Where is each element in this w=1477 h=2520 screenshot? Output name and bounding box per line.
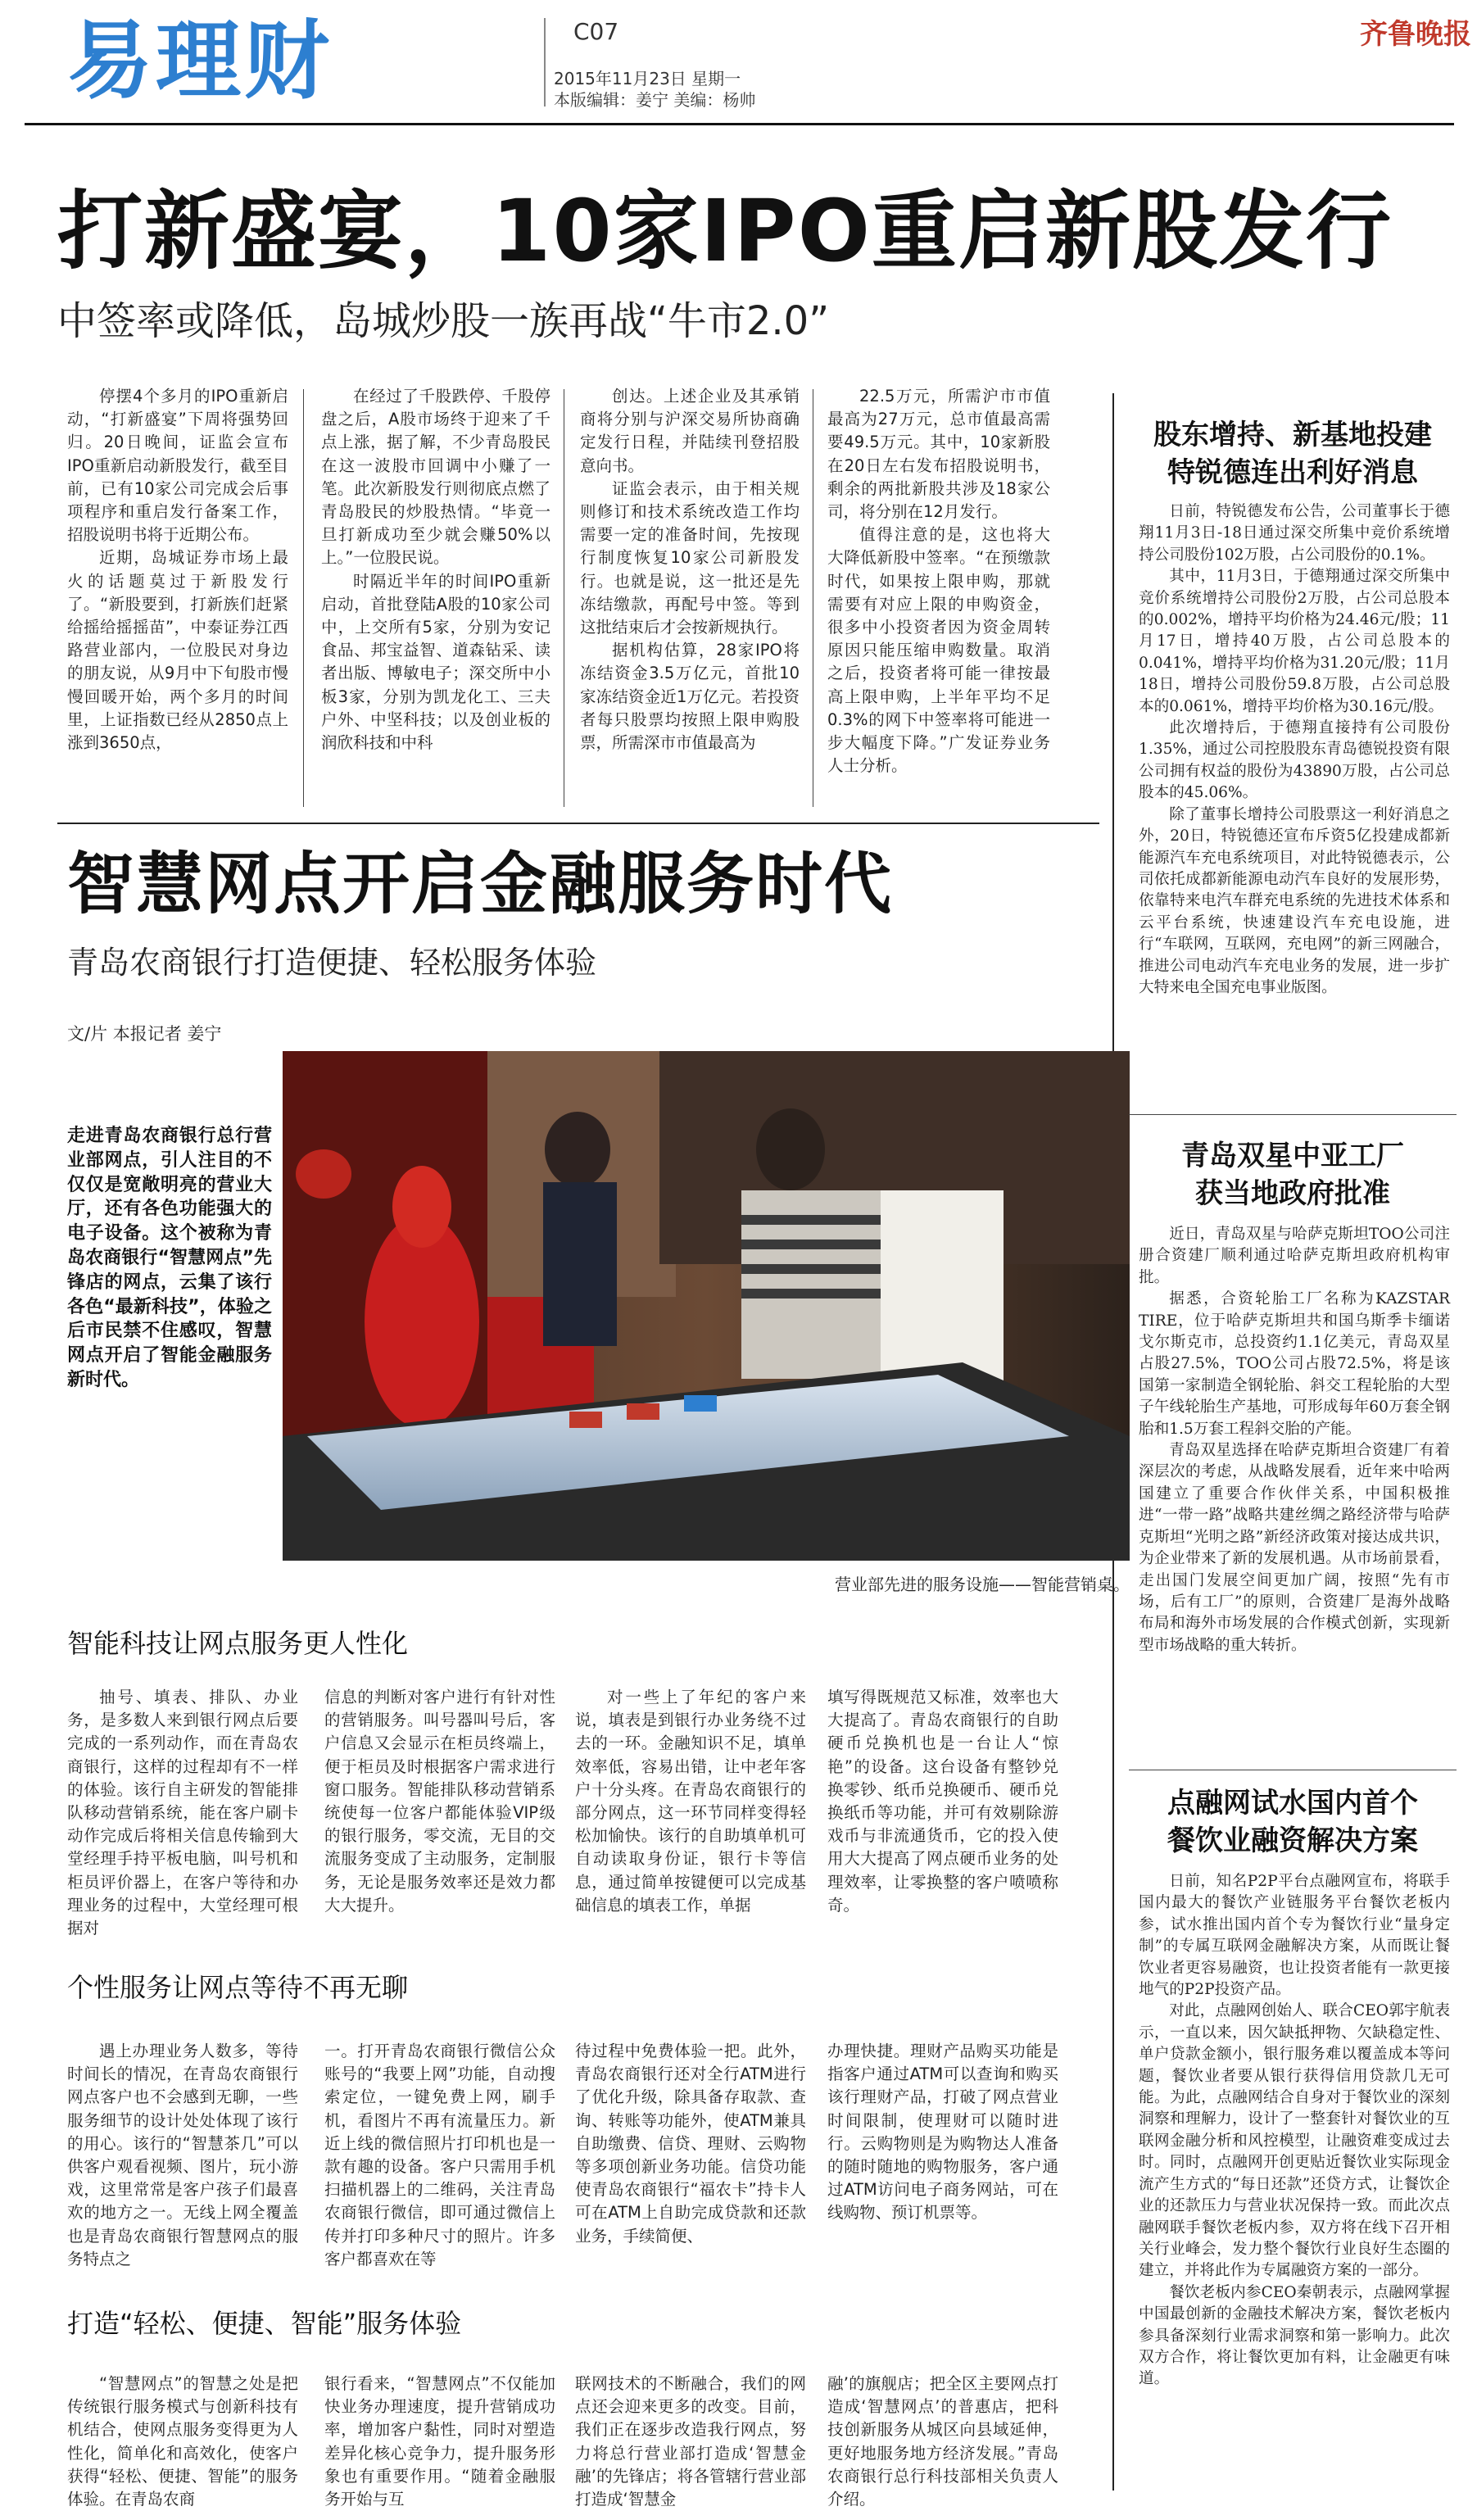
- ipo-column-2: [321, 385, 550, 755]
- paragraph: 日前，知名P2P平台点融网宣布，将联手国内最大的餐饮产业链服务平台餐饮老板内参，试水推出国内首个专为餐饮行业“量身定制”的专属互联网金融解决方案，从而既让餐饮业者更容易融资，也让投资者能有一款更接地气的P2P投资产品。: [1139, 1873, 1450, 1999]
- byline: 文/片 本报记者 姜宁: [67, 1024, 222, 1044]
- main-headline: 打新盛宴，10家IPO重启新股发行: [57, 181, 1393, 281]
- paragraph: 证监会表示，由于相关规则修订和技术系统改造工作均需要一定的准备时间，先按现行制度恢复10家公司新股发行。也就是说，这一批还是先冻结缴款，再配号中签。等到这批结束后才会按新规执行。: [580, 478, 800, 637]
- paragraph: 一。打开青岛农商银行微信公众账号的“我要上网”功能，自动搜索定位，一键免费上网，刷手机，看图片不再有流量压力。新近上线的微信照片打印机也是一款有趣的设备。客户只需用手机扫描机器上的二维码，关注青岛农商银行微信，即可通过微信上传并打印多种尺寸的照片。许多客户都喜欢在等: [324, 2042, 555, 2268]
- section2-column-4: [827, 2040, 1058, 2225]
- paragraph: 据悉，合资轮胎工厂名称为KAZSTAR TIRE，位于哈萨克斯坦共和国乌斯季卡缅诺戈尔斯克市，总投资约1.1亿美元，青岛双星占股27.5%，TOO公司占股72.5%，将是该国第一家制造全钢轮胎、斜交工程轮胎的大型子午线轮胎生产基地，可形成每年60万套全钢胎和1.5万套工程斜交胎的产能。: [1139, 1290, 1450, 1438]
- sidebar-article-1: [1139, 501, 1450, 999]
- paragraph: 银行看来，“智慧网点”不仅能加快业务办理速度，提升营销成功率，增加客户黏性，同时对塑造差异化核心竞争力，提升服务形象也有重要作用。“随着金融服务开始与互: [324, 2374, 555, 2509]
- paragraph: 填写得既规范又标准，效率也大大提高了。青岛农商银行的自助硬币兑换机也是一台让人“惊艳”的设备。这台设备有整钞兑换零钞、纸币兑换硬币、硬币兑换纸币等功能，并可有效剔除游戏币与非流通货币，它的投入使用大大提高了网点硬币业务的处理效率，让零换整的客户喷喷称奇。: [827, 1688, 1058, 1915]
- sidebar-article-3: [1139, 1871, 1450, 2391]
- sidebar-rule: [1129, 1114, 1457, 1115]
- paragraph: 值得注意的是，这也将大大降低新股中签率。“在预缴款时代，如果按上限申购，那就需要有对应上限的申购资金，很多中小投资者因为资金周转原因只能压缩申购数量。取消之后，投资者将可能一律按最高上限申购，上半年平均不足0.3%的网下中签率将可能进一步大幅度下降。”广发证券业务人士分析。: [827, 525, 1050, 776]
- paragraph: 待过程中免费体验一把。此外，青岛农商银行还对全行ATM进行了优化升级，除具备存取款、查询、转账等功能外，使ATM兼具自助缴费、信贷、理财、云购物等多项创新业务功能。信贷功能使青岛农商银行“福农卡”持卡人可在ATM上自助完成贷款和还款业务，手续简便、: [575, 2042, 806, 2246]
- section3-column-3: [575, 2373, 806, 2511]
- ipo-column-4: [827, 385, 1050, 777]
- paragraph: 创达。上述企业及其承销商将分别与沪深交易所协商确定发行日程，并陆续刊登招股意向书。: [580, 387, 800, 475]
- sidebar-headline: 点融网试水国内首个 餐饮业融资解决方案: [1167, 1787, 1418, 1857]
- story-subheadline: 青岛农商银行打造便捷、轻松服务体验: [67, 945, 597, 981]
- bank-service-photo: [283, 1051, 1130, 1561]
- paragraph: 日前，特锐德发布公告，公司董事长于德翔11月3日-18日通过深交所集中竞价系统增持公司股份102万股，占公司股份的0.1%。: [1139, 503, 1450, 564]
- story-headline: 智慧网点开启金融服务时代: [67, 845, 894, 923]
- page-code: C07: [573, 18, 619, 45]
- paragraph: 在经过了千股跌停、千股停盘之后，A股市场终于迎来了千点上涨，据了解，不少青岛股民在这一波股市回调中小赚了一笔。此次新股发行则彻底点燃了青岛股民的炒股热情。“毕竟一旦打新成功至少就会赚50%以上。”一位股民说。: [321, 387, 550, 568]
- paragraph: 此次增持后，于德翔直接持有公司股份1.35%，通过公司控股股东青岛德锐投资有限公司拥有权益的股份为43890万股，占公司总股本的45.06%。: [1139, 719, 1450, 802]
- paragraph: 办理快捷。理财产品购买功能是指客户通过ATM可以查询和购买该行理财产品，打破了网点营业时间限制，使理财可以随时进行。云购物则是为购物达人准备的随时随地的购物服务，客户通过ATM访问电子商务网站，可在线购物、预订机票等。: [827, 2042, 1058, 2223]
- paragraph: 除了董事长增持公司股票这一利好消息之外，20日，特锐德还宣布斥资5亿投建成都新能源汽车充电系统项目，对此特锐德表示，公司依托成都新能源电动汽车良好的发展形势，依靠特来电汽车群充电系统的先进技术体系和云平台系统，快速建设汽车充电设施，进行“车联网，互联网，充电网”的新三网融合，推进公司电动汽车充电业务的发展，进一步扩大特来电全国充电事业版图。: [1139, 805, 1450, 996]
- story-lead: 走进青岛农商银行总行营业部网点，引人注目的不仅仅是宽敞明亮的营业大厅，还有各色功能强大的电子设备。这个被称为青岛农商银行“智慧网点”先锋店的网点，云集了该行各色“最新科技”，体验之后市民禁不住感叹，智慧网点开启了智能金融服务新时代。: [67, 1126, 272, 1390]
- section1-column-4: [827, 1686, 1058, 1917]
- masthead: [0, 0, 1477, 131]
- section-heading: 个性服务让网点等待不再无聊: [67, 1972, 409, 2003]
- sidebar-headline: 青岛双星中亚工厂 获当地政府批准: [1181, 1140, 1404, 1210]
- section2-column-3: [575, 2040, 806, 2248]
- paragraph: 遇上办理业务人数多，等待时间长的情况，在青岛农商银行网点客户也不会感到无聊，一些服务细节的设计处处体现了该行的用心。该行的“智慧茶几”可以供客户观看视频、图片，玩小游戏，这里常常是客户孩子们最喜欢的地方之一。无线上网全覆盖也是青岛农商银行智慧网点的服务特点之: [67, 2042, 298, 2268]
- section-heading: 打造“轻松、便捷、智能”服务体验: [67, 2308, 462, 2339]
- main-subheadline: 中签率或降低，岛城炒股一族再战“牛市2.0”: [57, 298, 830, 344]
- paragraph: 对此，点融网创始人、联合CEO郭宇航表示，一直以来，因欠缺抵押物、欠缺稳定性、单户贷款金额小，银行服务难以覆盖成本等问题，餐饮业者要从银行获得信用贷款几无可能。为此，点融网结合自身对于餐饮业的深刻洞察和理解力，设计了一整套针对餐饮业的互联网金融分析和风控模型，让融资难变成过去时。同时，点融网开创更贴近餐饮业实际现金流产生方式的“每日还款”还贷方式，让餐饮企业的还款压力与营业状况保持一致。而此次点融网联手餐饮老板内参，双方将在线下召开相关行业峰会，发力整个餐饮行业良好生态圈的建立，并将此作为专属融资方案的一部分。: [1139, 2002, 1450, 2280]
- paragraph: 近日，青岛双星与哈萨克斯坦TOO公司注册合资建厂顺利通过哈萨克斯坦政府机构审批。: [1139, 1226, 1450, 1286]
- sidebar-article-2: [1139, 1224, 1450, 1657]
- section1-column-2: [324, 1686, 555, 1917]
- paragraph: 青岛双星选择在哈萨克斯坦合资建厂有着深层次的考虑，从战略发展看，近年来中哈两国建立了重要合作伙伴关系，中国积极推进“一带一路”战略共建丝绸之路经济带与哈萨克斯坦“光明之路”新经济政策对接达成共识，为企业带来了新的发展机遇。从市场前景看，走出国门发展空间更加广阔，按照“先有市场，后有工厂”的原则，合资建厂是海外战略布局和海外市场发展的合作模式创新，实现新型市场战略的重大转折。: [1139, 1442, 1450, 1654]
- masthead-divider: [544, 18, 546, 107]
- section3-column-2: [324, 2373, 555, 2511]
- paragraph: 22.5万元，所需沪市市值最高为27万元，总市值最高需要49.5万元。其中，10家新股在20日左右发布招股说明书，剩余的两批新股共涉及18家公司，将分别在12月发行。: [827, 387, 1050, 522]
- paragraph: 联网技术的不断融合，我们的网点还会迎来更多的改变。目前，我们正在逐步改造我行网点，努力将总行营业部打造成‘智慧金融’的先锋店；将各管辖行营业部打造成‘智慧金: [575, 2374, 806, 2509]
- paragraph: 时隔近半年的时间IPO重新启动，首批登陆A股的10家公司中，上交所有5家，分别为安记食品、邦宝益智、道森钻采、读者出版、博敏电子；深交所中小板3家，分别为凯龙化工、三夫户外、中坚科技；以及创业板的润欣科技和中科: [321, 571, 550, 753]
- ipo-column-1: [67, 385, 288, 755]
- editor-credits: 本版编辑：姜宁 美编：杨帅: [554, 90, 756, 110]
- section2-column-2: [324, 2040, 555, 2271]
- issue-date: 2015年11月23日 星期一: [554, 69, 741, 88]
- ipo-column-3: [580, 385, 800, 755]
- newspaper-logo: 齐鲁晚报: [1360, 18, 1471, 51]
- paragraph: 抽号、填表、排队、办业务，是多数人来到银行网点后要完成的一系列动作，而在青岛农商银行，这样的过程却有不一样的体验。该行自主研发的智能排队移动营销系统，能在客户刷卡动作完成后将相关信息传输到大堂经理手持平板电脑，叫号机和柜员评价器上，在客户等待和办理业务的过程中，大堂经理可根据对: [67, 1688, 298, 1938]
- paragraph: 信息的判断对客户进行有针对性的营销服务。叫号器叫号后，客户信息又会显示在柜员终端上，便于柜员及时根据客户需求进行窗口服务。智能排队移动营销系统使每一位客户都能体验VIP级的银行服务，零交流，无目的交流服务变成了主动服务，定制服务，无论是服务效率还是效力都大大提升。: [324, 1688, 555, 1915]
- section3-column-1: [67, 2373, 298, 2511]
- paragraph: 近期，岛城证券市场上最火的话题莫过于新股发行了。“新股要到，打新族们赶紧给摇给摇摇苗”，中泰证券江西路营业部内，一位股民对身边的朋友说，从9月中下旬股市慢慢回暖开始，两个多月的时间里，上证指数已经从2850点上涨到3650点，: [67, 548, 288, 753]
- paragraph: 其中，11月3日，于德翔通过深交所集中竞价系统增持公司股份2万股，占公司总股本的0.002%，增持平均价格为24.46元/股；11月17日，增持40万股，占公司总股本的0.041%，增持平均价格为31.20元/股；11月18日，增持公司股份59.8万股，占公司总股本的0.061%，增持平均价格为30.16元/股。: [1139, 568, 1450, 715]
- section1-column-3: [575, 1686, 806, 1917]
- paragraph: 餐饮老板内参CEO秦朝表示，点融网掌握中国最创新的金融技术解决方案，餐饮老板内参具备深刻行业需求洞察和第一影响力。此次双方合作，将让餐饮更加有料，让金融更有味道。: [1139, 2283, 1450, 2388]
- section2-column-1: [67, 2040, 298, 2271]
- sidebar-headline: 股东增持、新基地投建 特锐德连出利好消息: [1153, 419, 1432, 489]
- section3-column-4: [827, 2373, 1058, 2511]
- news-photo: [283, 1051, 1130, 1561]
- paragraph: 停摆4个多月的IPO重新启动，“打新盛宴”下周将强势回归。20日晚间，证监会宣布IPO重新启动新股发行，截至目前，已有10家公司完成会后事项程序和重启发行备案工作，招股说明书将于近期公布。: [67, 387, 288, 545]
- section1-column-1: [67, 1686, 298, 1940]
- section-heading: 智能科技让网点服务更人性化: [67, 1628, 409, 1659]
- masthead-rule: [25, 123, 1454, 125]
- column-rule: [303, 389, 304, 807]
- story-divider: [57, 823, 1099, 824]
- paragraph: 融’的旗舰店；把全区主要网点打造成‘智慧网点’的普惠店，把科技创新服务从城区向县域延伸，更好地服务地方经济发展。”青岛农商银行总行科技部相关负责人介绍。: [827, 2374, 1058, 2509]
- paragraph: “智慧网点”的智慧之处是把传统银行服务模式与创新科技有机结合，使网点服务变得更为人性化，简单化和高效化，使客户获得“轻松、便捷、智能”的服务体验。在青岛农商: [67, 2374, 298, 2509]
- section-title: 易理财: [67, 11, 333, 111]
- paragraph: 据机构估算，28家IPO将冻结资金3.5万亿元，首批10家冻结资金近1万亿元。若投资者每只股票均按照上限申购股票，所需深市市值最高为: [580, 641, 800, 753]
- photo-caption: 营业部先进的服务设施——智能营销桌。: [835, 1575, 1130, 1594]
- paragraph: 对一些上了年纪的客户来说，填表是到银行办业务绕不过去的一环。金融知识不足，填单效率低，容易出错，让中老年客户十分头疼。在青岛农商银行的部分网点，这一环节同样变得轻松加愉快。该行的自助填单机可自动读取身份证，银行卡等信息，通过简单按键便可以完成基础信息的填表工作，单据: [575, 1688, 806, 1915]
